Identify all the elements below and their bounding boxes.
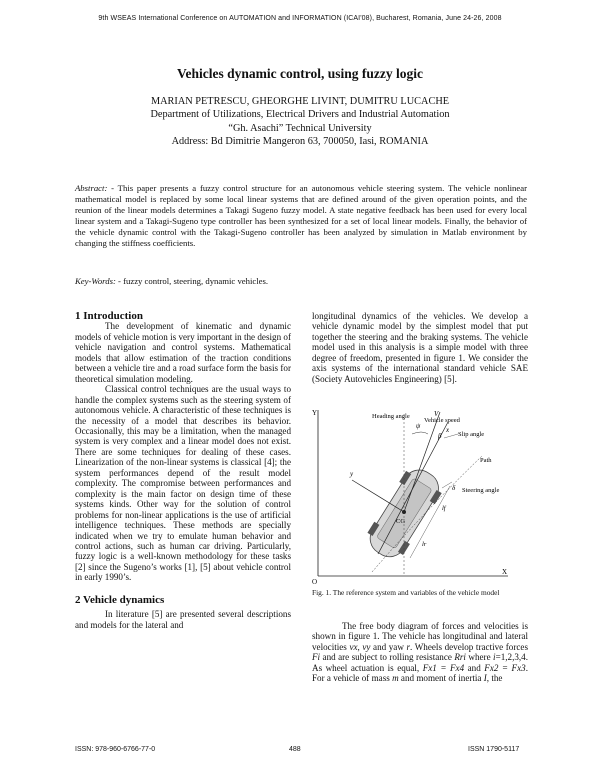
p2-vy: vy: [362, 641, 371, 652]
keywords-label: Key-Words:: [75, 276, 116, 286]
vehicle-reference-figure: [312, 404, 512, 584]
abstract-text: - This paper presents a fuzzy control structure for an autonomous vehicle steering system. The vehicle nonlinear mathematical model is replaced by some local linear systems that are defined around of the given operation points, and the reunion of the linear models determines a Takagi Sugeno fuzzy model. A state negative feedback has been used for every local linear system and a Takagi-Sugeno type controller has been synthesized for a set of local linear models. Finally, the behavior of the vehicle dynamic control with the Takagi-Sugeno controller has been analyzed by simulation in Matlab environment by changing the stiffness coefficients.: [75, 183, 527, 248]
footer-page-number: 488: [289, 746, 301, 753]
psi-symbol: ψ: [416, 422, 421, 430]
body-x-label: x: [446, 426, 450, 434]
p2-fi: Fi: [312, 652, 321, 663]
cg-label: CG: [396, 518, 406, 525]
p2-text-g: and: [464, 662, 485, 673]
authors: MARIAN PETRESCU, GHEORGHE LIVINT, DUMITRU LUCACHE: [150, 96, 450, 107]
lr-label: lr: [422, 541, 427, 548]
right-paragraph-1: longitudinal dynamics of the vehicles. We develop a vehicle dynamic model by the simplest model that put together the steering and the braking systems. The vehicle model used in this analysis is a simple model with three degree of freedom, presented in figure 1. We consider the axis systems of the international standard vehicle SAE (Society Autovehicles Engineering) [5].: [312, 311, 528, 384]
p2-text-h: . For a vehicle of mass: [312, 662, 528, 684]
p2-eq1: Fx1 = Fx4: [422, 662, 465, 673]
p2-text-k: , the: [486, 673, 503, 684]
vehicle-speed-label: Vehicle speed: [424, 417, 460, 424]
lf-label: lf: [442, 505, 446, 512]
section-1-paragraph-1: The development of kinematic and dynamic models of vehicle motion is very important in the design of vehicle navigation and control systems. Mathematical models that allow estimation of the traction conditions between a vehicle tire and a road surface form the basis for theoretical simulation modeling.: [75, 321, 291, 384]
right-paragraph-2: The free body diagram of forces and velocities is shown in figure 1. The vehicle has longitudinal and lateral velocities vx, vy and yaw r. Wheels develop tractive forces Fi and are subject to rolling resistance Rri where i=1,2,3,4. As wheel actuation is equal, Fx1 = Fx4 and Fx2 = Fx3. For a vehicle of mass m and moment of inertia I, the: [312, 621, 528, 684]
p2-text-b: and yaw: [370, 641, 407, 652]
section-1-paragraph-2: Classical control techniques are the usual ways to handle the complex systems such as the steering system of autonomous vehicle. A characteristic of these techniques is the necessity of a model that describes its behavior. Occasionally, this may be a limitation, when the managed system is very complex and a linear model does not exist. There are some techniques for dealing of these cases. Linearization of the non-linear systems is classical [4]; the system performances depend of the result model complexity. The compromise between performances and complexity is the main factor on design time of these systems kinds. Other way for the solution of control problems for non-linear applications is the use of artificial intelligence techniques. These methods are specially indicated when we try to emulate human behavior and control actions, such as human car driving. Particularly, fuzzy logic is a well-known methodology for these tasks [2] since the Sugeno’s works [1], [5] about vehicle control in early 1990’s.: [75, 384, 291, 583]
beta-symbol: β: [438, 432, 442, 440]
path-label: Path: [480, 457, 492, 464]
p2-eq2: Fx2 = Fx3: [484, 662, 526, 673]
affiliation-department: Department of Utilizations, Electrical Drivers and Industrial Automation: [150, 109, 450, 121]
steering-angle-label: Steering angle: [462, 487, 500, 494]
conference-header: 9th WSEAS International Conference on AUTOMATION and INFORMATION (ICAI'08), Bucharest, Romania, June 24-26, 2008: [98, 15, 502, 22]
p2-text-e: where: [465, 652, 494, 663]
heading-angle-label: Heading angle: [372, 413, 410, 420]
right-column-bottom: [312, 621, 528, 684]
footer-issn-left: ISSN: 978-960-6766-77-0: [75, 746, 156, 753]
address: Address: Bd Dimitrie Mangeron 63, 700050, Iasi, ROMANIA: [171, 136, 429, 148]
keywords: [75, 276, 268, 286]
p2-text-c: . Wheels develop tractive forces: [410, 641, 528, 652]
abstract-label: Abstract:: [75, 183, 108, 193]
p2-text-a: The free body diagram of forces and velocities is shown in figure 1. The vehicle has longitudinal and lateral velocities: [312, 621, 528, 652]
left-column: [75, 311, 291, 630]
p2-text-j: and moment of inertia: [398, 673, 484, 684]
affiliation-university: “Gh. Asachi” Technical University: [228, 122, 372, 134]
section-2-paragraph-1: In literature [5] are presented several descriptions and models for the lateral and: [75, 609, 291, 630]
p2-m: m: [392, 673, 399, 684]
paper-title: Vehicles dynamic control, using fuzzy logic: [177, 66, 423, 81]
body-y-label: y: [350, 470, 354, 478]
p2-I: I: [483, 673, 487, 684]
footer-issn-right: ISSN 1790-5117: [468, 746, 520, 753]
velocity-symbol: V: [434, 410, 439, 418]
keywords-text: - fuzzy control, steering, dynamic vehicles.: [115, 276, 269, 286]
figure-y-axis-label: Y: [312, 409, 318, 417]
p2-rri: Rri: [454, 652, 466, 663]
p2-vx: vx: [349, 641, 358, 652]
section-2-title: 2 Vehicle dynamics: [75, 593, 165, 606]
figure-origin-label: O: [312, 578, 318, 584]
abstract: [75, 183, 527, 248]
section-1-title: 1 Introduction: [75, 310, 143, 322]
figure-caption: Fig. 1. The reference system and variables of the vehicle model: [312, 588, 500, 597]
figure-x-axis-label: X: [502, 568, 508, 576]
author-block: [0, 95, 600, 149]
slip-angle-label: Slip angle: [458, 431, 485, 438]
p2-r: r: [406, 641, 411, 652]
delta-symbol: δ: [452, 484, 456, 492]
right-column-top: [312, 311, 528, 384]
p2-i: i: [493, 652, 496, 663]
p2-text-f: =1,2,3,4. As wheel actuation is equal,: [312, 652, 528, 673]
p2-text-d: and are subject to rolling resistance: [320, 652, 455, 663]
